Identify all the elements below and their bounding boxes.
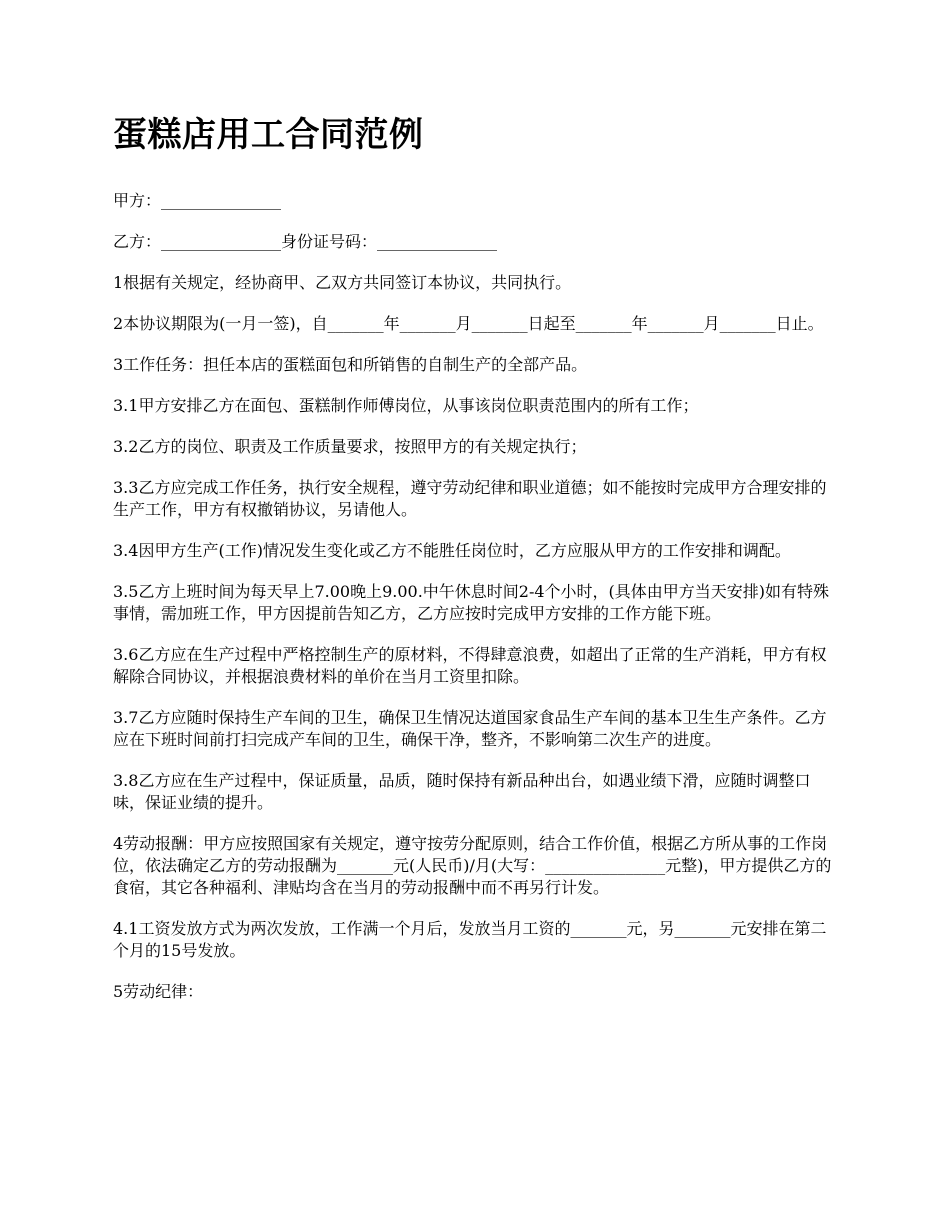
- clause-3-8: 3.8乙方应在生产过程中，保证质量，品质，随时保持有新品种出台，如遇业绩下滑，应随时调整口味，保证业绩的提升。: [113, 771, 811, 812]
- clause-3-2: 3.2乙方的岗位、职责及工作质量要求，按照甲方的有关规定执行；: [113, 437, 587, 456]
- clause-1: 1根据有关规定，经协商甲、乙双方共同签订本协议，共同执行。: [113, 273, 572, 292]
- document-title: 蛋糕店用工合同范例: [113, 115, 424, 155]
- clause-3-4: 3.4因甲方生产(工作)情况发生变化或乙方不能胜任岗位时，乙方应服从甲方的工作安排和调配。: [113, 541, 791, 560]
- clause-2-term: 2本协议期限为(一月一签)，自_______年_______月_______日起至_______年_______月_______日止。: [113, 314, 824, 333]
- clause-3-tasks: 3工作任务：担任本店的蛋糕面包和所销售的自制生产的全部产品。: [113, 355, 588, 374]
- clause-3-1: 3.1甲方安排乙方在面包、蛋糕制作师傅岗位，从事该岗位职责范围内的所有工作；: [113, 396, 699, 415]
- party-b-line: 乙方：_______________身份证号码：_______________: [113, 232, 498, 251]
- party-a-line: 甲方：_______________: [113, 191, 282, 210]
- clause-3-3: 3.3乙方应完成工作任务，执行安全规程，遵守劳动纪律和职业道德；如不能按时完成甲方合理安排的生产工作，甲方有权撤销协议，另请他人。: [113, 478, 827, 519]
- clause-3-7: 3.7乙方应随时保持生产车间的卫生，确保卫生情况达道国家食品生产车间的基本卫生生产条件。乙方应在下班时间前打扫完成产车间的卫生，确保干净，整齐，不影响第二次生产的进度。: [113, 708, 827, 749]
- clause-3-5: 3.5乙方上班时间为每天早上7.00晚上9.00.中午休息时间2-4个小时，(具体由甲方当天安排)如有特殊事情，需加班工作，甲方因提前告知乙方，乙方应按时完成甲方安排的工作方能下班。: [113, 582, 830, 623]
- clause-5-heading: 5劳动纪律：: [113, 982, 204, 1001]
- clause-4-remuneration: 4劳动报酬：甲方应按照国家有关规定，遵守按劳分配原则，结合工作价值，根据乙方所从事的工作岗位，依法确定乙方的劳动报酬为_______元(人民币)/月(大写：_______________元整)，甲方提供乙方的食宿，其它各种福利、津贴均含在当月的劳动报酬中而不再另行计发。: [113, 834, 832, 897]
- clause-4-1: 4.1工资发放方式为两次发放，工作满一个月后，发放当月工资的_______元，另_______元安排在第二个月的15号发放。: [113, 919, 827, 960]
- clause-3-6: 3.6乙方应在生产过程中严格控制生产的原材料，不得肆意浪费，如超出了正常的生产消耗，甲方有权解除合同协议，并根据浪费材料的单价在当月工资里扣除。: [113, 645, 827, 686]
- contract-page: [113, 110, 840, 1022]
